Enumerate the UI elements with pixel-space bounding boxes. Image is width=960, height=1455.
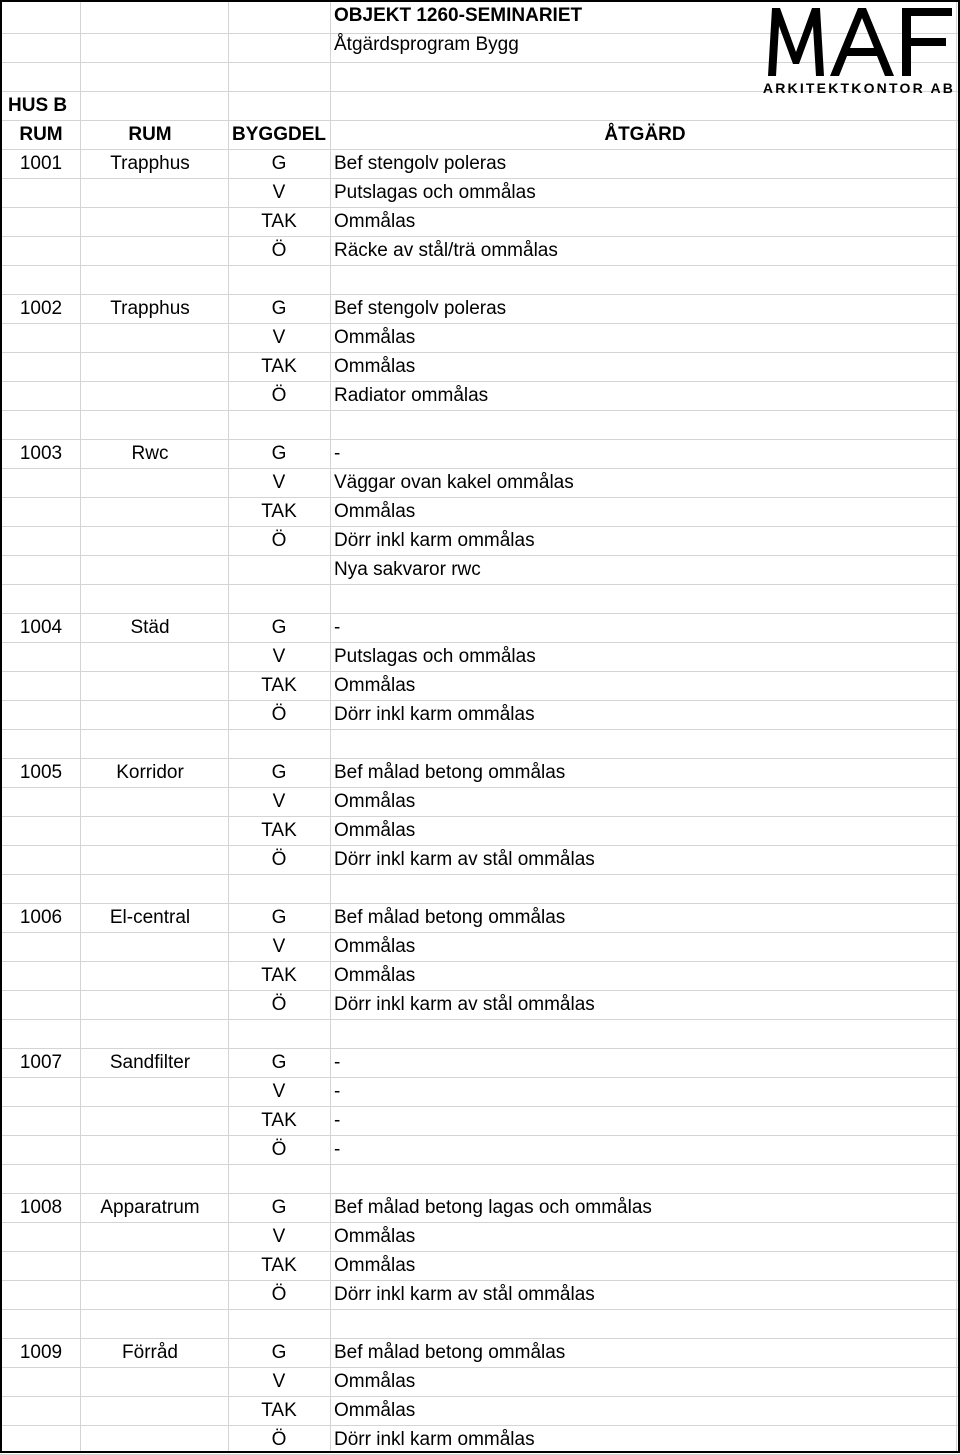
action-text: Ommålas [334, 327, 416, 348]
action-text: Dörr inkl karm ommålas [334, 530, 535, 551]
action-text: Ommålas [334, 936, 416, 957]
building-part: TAK [261, 820, 297, 841]
building-part: V [272, 1226, 286, 1247]
action-text: Putslagas och ommålas [334, 646, 536, 667]
object-title: OBJEKT 1260-SEMINARIET [334, 5, 583, 26]
building-part: G [271, 907, 287, 928]
action-text: Bef målad betong ommålas [334, 762, 566, 783]
building-part: Ö [271, 240, 287, 261]
room-name: Trapphus [110, 298, 190, 319]
building-part: G [271, 1052, 287, 1073]
building-part: TAK [261, 211, 297, 232]
action-text: Ommålas [334, 1255, 416, 1276]
building-part: V [272, 327, 286, 348]
building-part: G [271, 1342, 287, 1363]
room-number: 1009 [19, 1342, 63, 1363]
action-text: Ommålas [334, 1226, 416, 1247]
room-name: Apparatrum [100, 1197, 200, 1218]
room-number: 1006 [19, 907, 63, 928]
room-number: 1007 [19, 1052, 63, 1073]
action-text: Bef målad betong ommålas [334, 1342, 566, 1363]
building-part: V [272, 182, 286, 203]
building-part: Ö [271, 1139, 287, 1160]
action-text: Dörr inkl karm ommålas [334, 1429, 535, 1450]
building-part: TAK [261, 501, 297, 522]
action-text: Väggar ovan kakel ommålas [334, 472, 574, 493]
building-part: TAK [261, 1400, 297, 1421]
action-text: Ommålas [334, 820, 416, 841]
action-text: Bef målad betong ommålas [334, 907, 566, 928]
action-text: Radiator ommålas [334, 385, 489, 406]
building-part: V [272, 936, 286, 957]
program-title: Åtgärdsprogram Bygg [334, 34, 519, 55]
action-text: Nya sakvaror rwc [334, 559, 481, 580]
room-name: Sandfilter [109, 1052, 191, 1073]
action-text: Bef stengolv poleras [334, 298, 507, 319]
room-name: Städ [130, 617, 170, 638]
building-part: Ö [271, 530, 287, 551]
building-part: Ö [271, 1284, 287, 1305]
room-name: Korridor [116, 762, 184, 783]
action-text: - [334, 1139, 341, 1160]
building-part: TAK [261, 965, 297, 986]
action-text: Ommålas [334, 356, 416, 377]
room-number: 1005 [19, 762, 63, 783]
building-part: V [272, 646, 286, 667]
room-number: 1004 [19, 617, 63, 638]
building-part: Ö [271, 704, 287, 725]
building-part: V [272, 1371, 286, 1392]
action-text: Bef målad betong lagas och ommålas [334, 1197, 652, 1218]
action-text: Dörr inkl karm ommålas [334, 704, 535, 725]
action-text: Dörr inkl karm av stål ommålas [334, 1284, 595, 1305]
building-part: TAK [261, 1110, 297, 1131]
action-text: Dörr inkl karm av stål ommålas [334, 994, 595, 1015]
action-text: - [334, 1081, 341, 1102]
room-name: Förråd [122, 1342, 178, 1363]
action-text: Bef stengolv poleras [334, 153, 507, 174]
building-part: V [272, 1081, 286, 1102]
action-text: Ommålas [334, 675, 416, 696]
building-part: G [271, 443, 287, 464]
room-name: El-central [109, 907, 191, 928]
building-part: G [271, 298, 287, 319]
action-text: - [334, 1110, 341, 1131]
building-part: V [272, 472, 286, 493]
room-number: 1001 [19, 153, 63, 174]
building-part: Ö [271, 849, 287, 870]
logo-subtitle: ARKITEKTKONTOR AB [762, 80, 956, 96]
room-number: 1008 [19, 1197, 63, 1218]
room-name: Trapphus [110, 153, 190, 174]
action-text: Ommålas [334, 211, 416, 232]
building-part: Ö [271, 385, 287, 406]
house-label: HUS B [8, 95, 68, 116]
column-header-room: RUM [19, 124, 63, 145]
building-part: G [271, 762, 287, 783]
action-text: Ommålas [334, 1371, 416, 1392]
building-part: V [272, 791, 286, 812]
room-number: 1003 [19, 443, 63, 464]
action-text: - [334, 443, 341, 464]
building-part: TAK [261, 356, 297, 377]
building-part: TAK [261, 1255, 297, 1276]
room-name: Rwc [131, 443, 169, 464]
building-part: G [271, 617, 287, 638]
action-text: Räcke av stål/trä ommålas [334, 240, 558, 261]
action-text: - [334, 1052, 341, 1073]
building-part: G [271, 1197, 287, 1218]
action-text: Ommålas [334, 791, 416, 812]
building-part: TAK [261, 675, 297, 696]
action-text: Ommålas [334, 965, 416, 986]
action-text: - [334, 617, 341, 638]
action-text: Putslagas och ommålas [334, 182, 536, 203]
building-part: Ö [271, 1429, 287, 1450]
action-text: Ommålas [334, 501, 416, 522]
room-number: 1002 [19, 298, 63, 319]
column-header-part: BYGGDEL [232, 124, 326, 145]
column-header-room-name: RUM [128, 124, 172, 145]
building-part: G [271, 153, 287, 174]
action-text: Ommålas [334, 1400, 416, 1421]
action-text: Dörr inkl karm av stål ommålas [334, 849, 595, 870]
building-part: Ö [271, 994, 287, 1015]
column-header-action: ÅTGÄRD [604, 124, 686, 145]
